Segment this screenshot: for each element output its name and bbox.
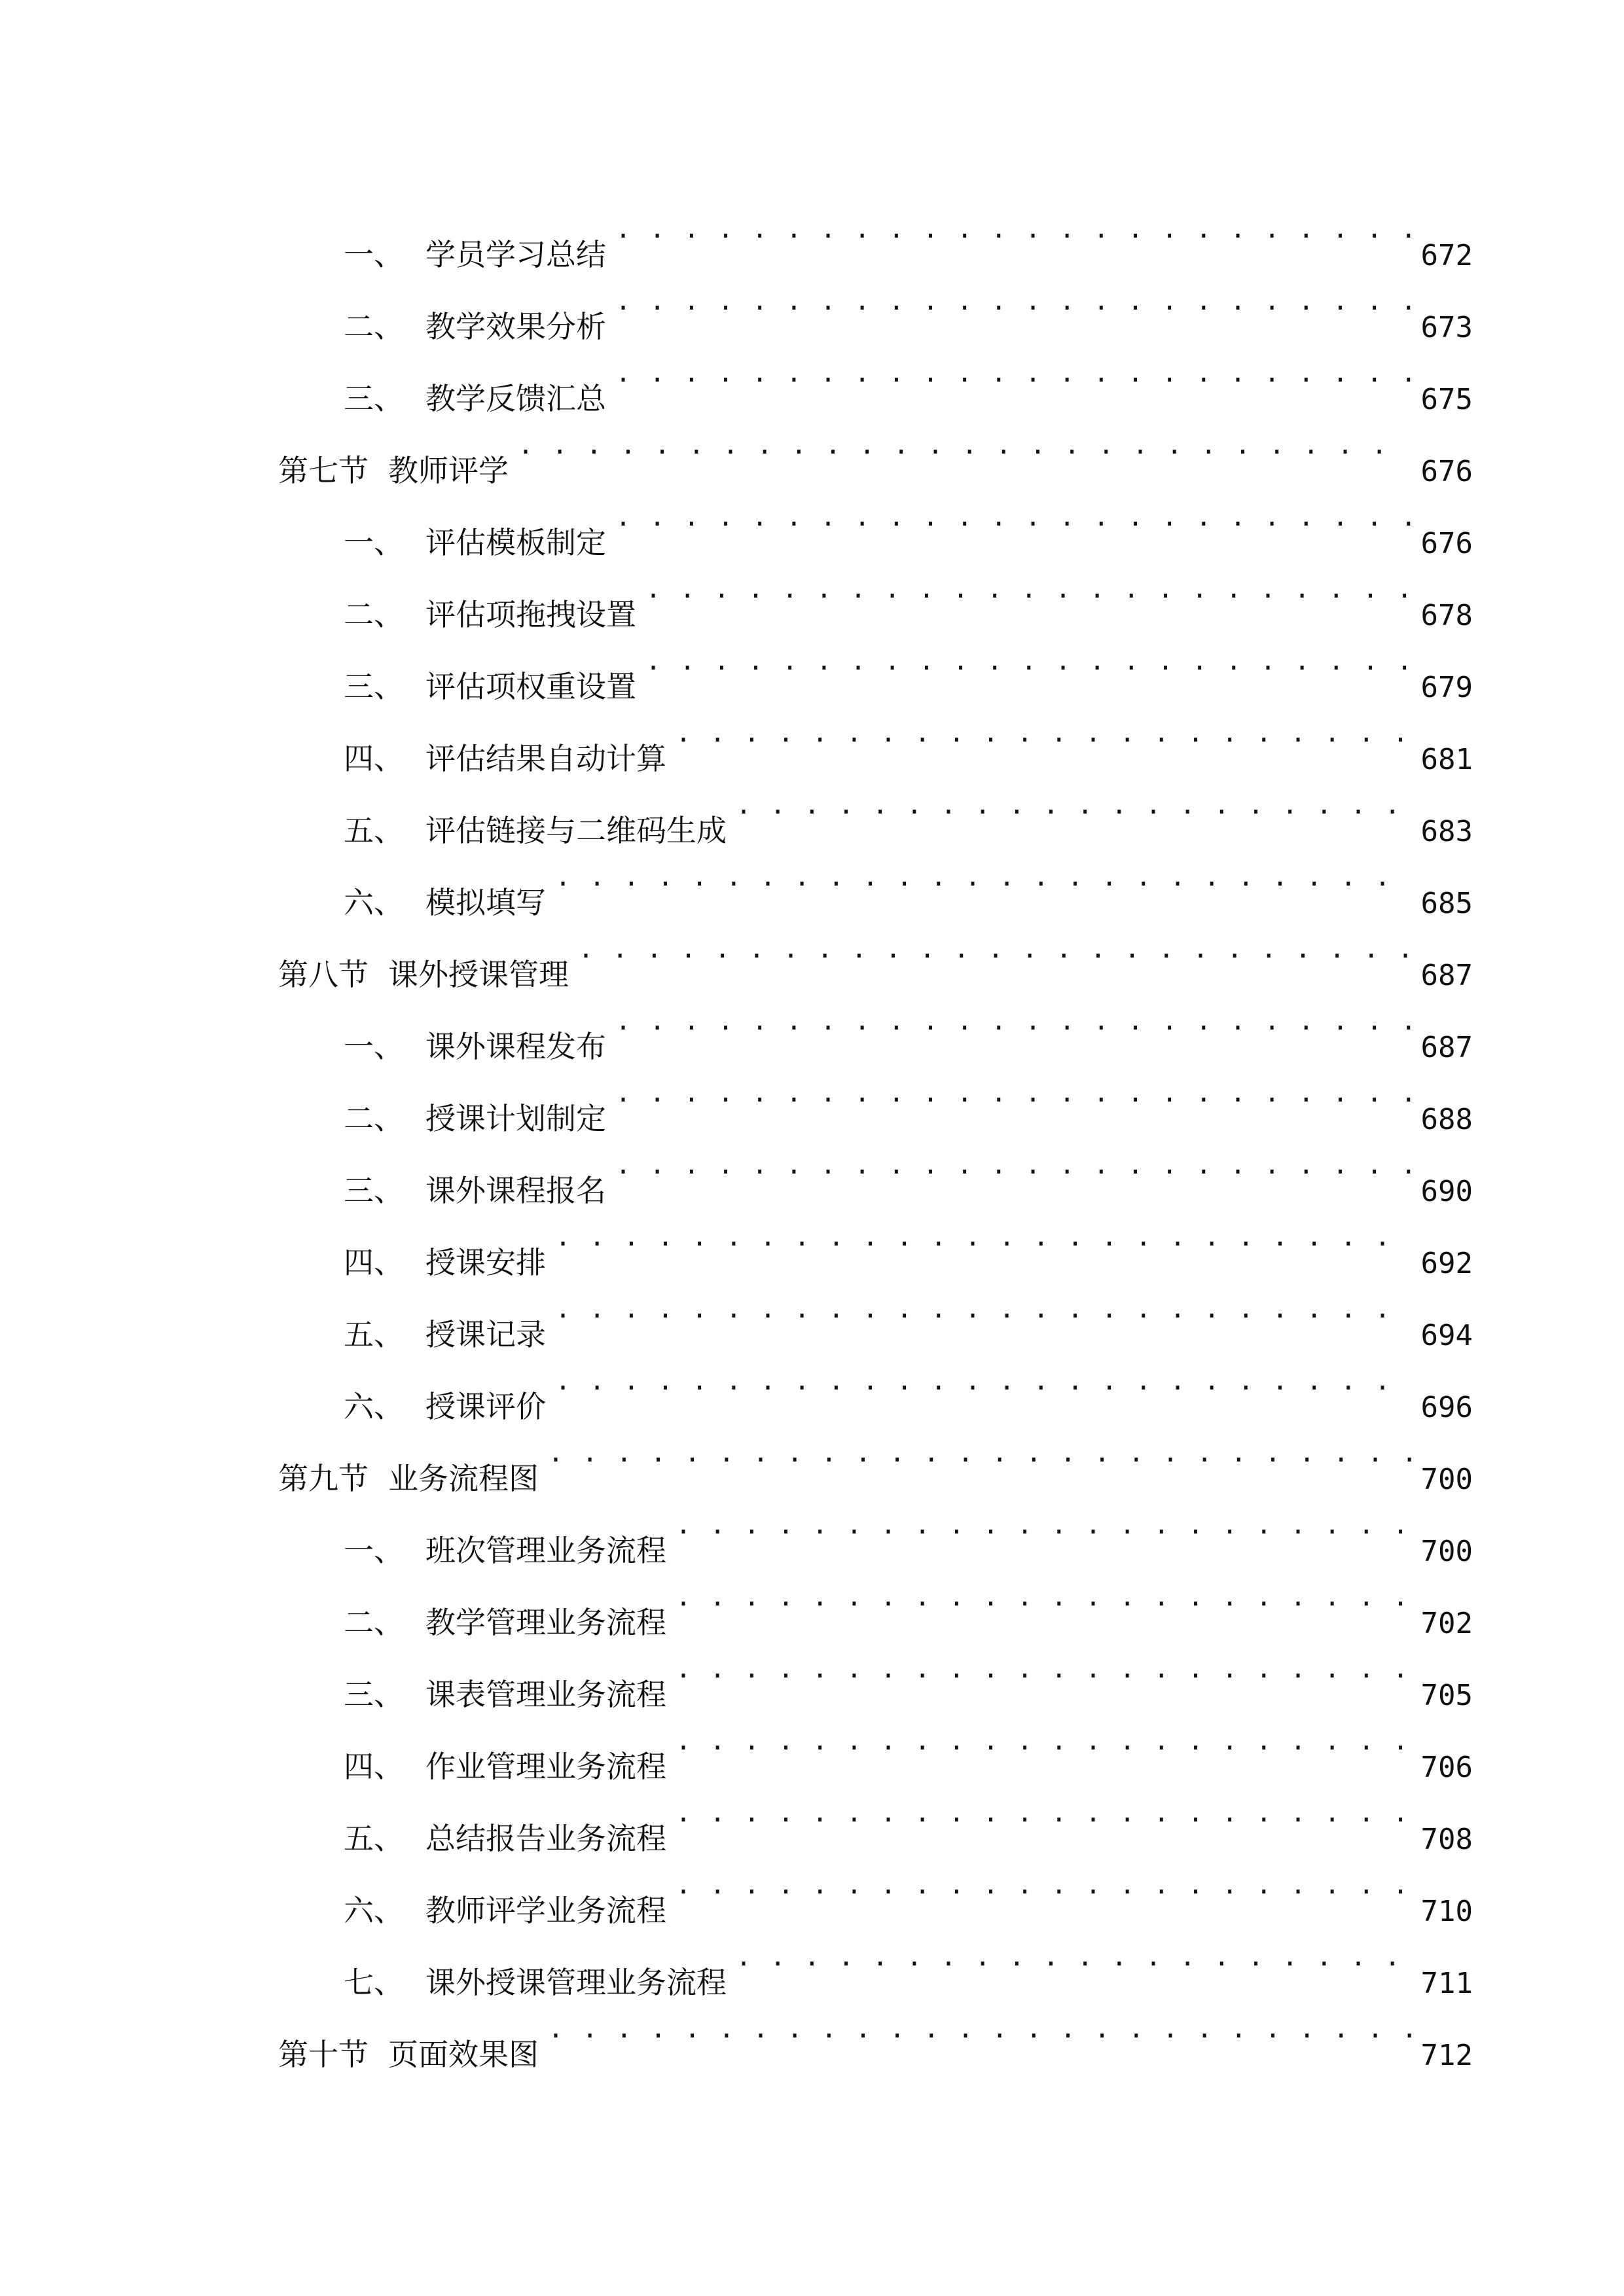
toc-entry-title: 课外课程发布 (425, 1029, 606, 1064)
toc-dot-leader (555, 1273, 1411, 1345)
toc-dot-leader (736, 769, 1411, 841)
toc-entry-number: 四、 (344, 741, 404, 776)
toc-dot-leader (615, 337, 1411, 409)
toc-entry-title: 授课记录 (425, 1317, 546, 1352)
toc-dot-leader (615, 481, 1411, 553)
toc-entry-page: 711 (1420, 1967, 1473, 2000)
toc-entry-title: 页面效果图 (388, 2037, 539, 2072)
toc-entry-number: 第八节 (278, 957, 369, 992)
toc-entry-number: 一、 (344, 1533, 404, 1568)
toc-entry-page: 710 (1420, 1895, 1473, 1928)
toc-entry-title: 班次管理业务流程 (425, 1533, 666, 1568)
toc-entry-page: 708 (1420, 1823, 1473, 1856)
toc-dot-leader (548, 1993, 1411, 2065)
toc-entry-number: 五、 (344, 1317, 404, 1352)
table-of-contents (278, 193, 1473, 2072)
toc-entry-number: 四、 (344, 1245, 404, 1280)
toc-dot-leader (548, 1417, 1411, 1489)
toc-entry-page: 702 (1420, 1607, 1473, 1640)
toc-list (278, 193, 1473, 2072)
toc-entry-title: 学员学习总结 (425, 237, 606, 272)
toc-entry-number: 六、 (344, 1893, 404, 1928)
toc-dot-leader (615, 985, 1411, 1057)
toc-entry-number: 二、 (344, 309, 404, 344)
toc-dot-leader (676, 697, 1411, 769)
toc-dot-leader (578, 913, 1411, 985)
toc-entry-number: 二、 (344, 1605, 404, 1640)
toc-dot-leader (676, 1489, 1411, 1561)
toc-entry-number: 一、 (344, 1029, 404, 1064)
toc-entry-page: 690 (1420, 1175, 1473, 1208)
toc-entry-number: 二、 (344, 597, 404, 632)
toc-entry-number: 四、 (344, 1749, 404, 1784)
toc-entry-number: 三、 (344, 381, 404, 416)
toc-entry-title: 业务流程图 (388, 1461, 539, 1496)
toc-entry-title: 授课计划制定 (425, 1101, 606, 1136)
toc-entry-title: 评估模板制定 (425, 525, 606, 560)
toc-entry-page: 700 (1420, 1535, 1473, 1568)
toc-entry-title: 课外授课管理 (388, 957, 569, 992)
toc-entry-title: 授课安排 (425, 1245, 546, 1280)
toc-entry-page: 676 (1420, 455, 1473, 488)
toc-entry-page: 706 (1420, 1751, 1473, 1784)
toc-dot-leader (736, 1921, 1411, 1993)
toc-entry-page: 672 (1420, 239, 1473, 272)
toc-entry-page: 681 (1420, 743, 1473, 776)
toc-entry-title: 模拟填写 (425, 885, 546, 920)
toc-entry-number: 七、 (344, 1965, 404, 2000)
toc-entry-number: 六、 (344, 1389, 404, 1424)
toc-dot-leader (676, 1705, 1411, 1777)
toc-dot-leader (555, 841, 1411, 913)
toc-entry-title: 评估项拖拽设置 (425, 597, 636, 632)
toc-dot-leader (676, 1561, 1411, 1633)
toc-entry-number: 二、 (344, 1101, 404, 1136)
toc-entry-number: 第九节 (278, 1461, 369, 1496)
toc-dot-leader (645, 625, 1411, 697)
toc-dot-leader (676, 1633, 1411, 1705)
toc-entry-title: 授课评价 (425, 1389, 546, 1424)
toc-entry-number: 三、 (344, 1677, 404, 1712)
toc-entry-page: 675 (1420, 383, 1473, 416)
toc-entry-page: 692 (1420, 1247, 1473, 1280)
toc-entry-number: 三、 (344, 669, 404, 704)
toc-subsection-entry[interactable] (278, 193, 1473, 272)
toc-entry-number: 一、 (344, 237, 404, 272)
toc-entry-number: 第七节 (278, 453, 369, 488)
toc-entry-title: 评估项权重设置 (425, 669, 636, 704)
toc-entry-page: 673 (1420, 311, 1473, 344)
toc-entry-title: 课外课程报名 (425, 1173, 606, 1208)
toc-dot-leader (615, 265, 1411, 337)
toc-dot-leader (555, 1201, 1411, 1273)
toc-entry-title: 教师评学 (388, 453, 509, 488)
toc-entry-page: 688 (1420, 1103, 1473, 1136)
toc-entry-number: 六、 (344, 885, 404, 920)
toc-entry-page: 679 (1420, 671, 1473, 704)
toc-entry-page: 696 (1420, 1391, 1473, 1424)
toc-entry-title: 教师评学业务流程 (425, 1893, 666, 1928)
toc-entry-page: 700 (1420, 1463, 1473, 1496)
toc-dot-leader (615, 1129, 1411, 1201)
toc-entry-page: 687 (1420, 959, 1473, 992)
toc-entry-number: 第十节 (278, 2037, 369, 2072)
toc-dot-leader (676, 1777, 1411, 1849)
toc-entry-title: 教学反馈汇总 (425, 381, 606, 416)
toc-entry-title: 评估链接与二维码生成 (425, 813, 727, 848)
toc-entry-page: 678 (1420, 599, 1473, 632)
toc-entry-title: 教学效果分析 (425, 309, 606, 344)
toc-dot-leader (555, 1345, 1411, 1417)
toc-entry-title: 教学管理业务流程 (425, 1605, 666, 1640)
toc-entry-title: 作业管理业务流程 (425, 1749, 666, 1784)
toc-entry-number: 五、 (344, 1821, 404, 1856)
toc-dot-leader (676, 1849, 1411, 1921)
toc-dot-leader (645, 553, 1411, 625)
toc-entry-page: 694 (1420, 1319, 1473, 1352)
toc-entry-title: 评估结果自动计算 (425, 741, 666, 776)
toc-entry-page: 705 (1420, 1679, 1473, 1712)
toc-entry-title: 课外授课管理业务流程 (425, 1965, 727, 2000)
toc-entry-page: 712 (1420, 2039, 1473, 2072)
toc-entry-title: 课表管理业务流程 (425, 1677, 666, 1712)
toc-entry-page: 683 (1420, 815, 1473, 848)
toc-dot-leader (518, 409, 1411, 481)
toc-entry-number: 五、 (344, 813, 404, 848)
toc-entry-title: 总结报告业务流程 (425, 1821, 666, 1856)
toc-dot-leader (615, 1057, 1411, 1129)
toc-entry-number: 一、 (344, 525, 404, 560)
toc-entry-page: 685 (1420, 887, 1473, 920)
toc-dot-leader (615, 193, 1411, 265)
toc-entry-page: 676 (1420, 527, 1473, 560)
toc-entry-page: 687 (1420, 1031, 1473, 1064)
toc-entry-number: 三、 (344, 1173, 404, 1208)
